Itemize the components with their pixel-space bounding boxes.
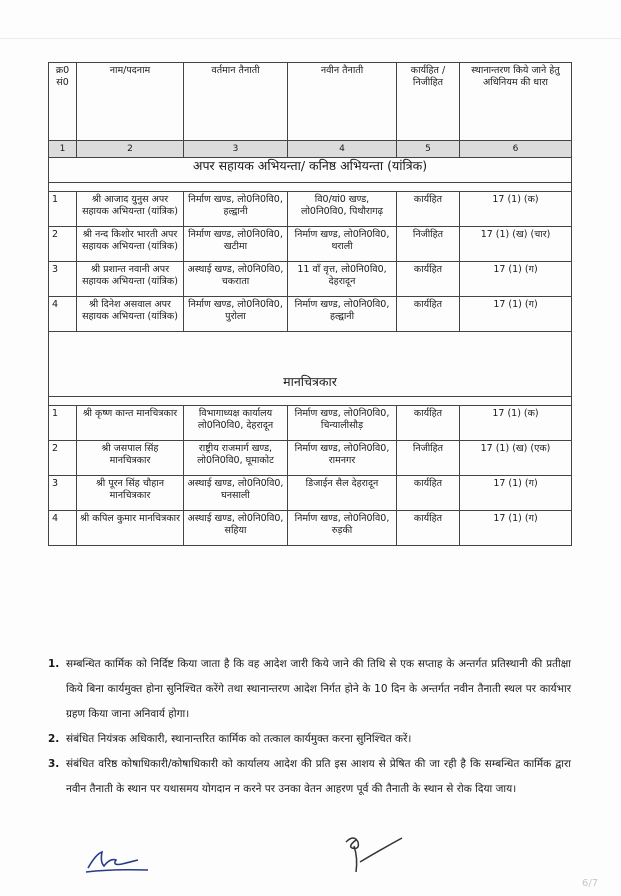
- instruction-text: संबंधित नियंत्रक अधिकारी, स्थानान्तरित कार्मिक को तत्काल कार्यमुक्त करना सुनिश्चित करें।: [66, 733, 412, 745]
- row-new: निर्माण खण्ड, लो0नि0वि0, रुड़की: [288, 511, 397, 546]
- instruction-number: 2.: [48, 733, 60, 745]
- row-status: निजीहित: [397, 227, 460, 262]
- table-row: [49, 227, 572, 262]
- row-new: निर्माण खण्ड, लो0नि0वि0, रामनगर: [288, 441, 397, 476]
- row-serial: 3: [49, 262, 77, 297]
- row-new: निर्माण खण्ड, लो0नि0वि0, चिन्यालीसौड़: [288, 406, 397, 441]
- row-section: 17 (1) (ख) (एक): [460, 441, 572, 476]
- spacer-row: [49, 183, 572, 192]
- instruction-text: संबंधित वरिष्ठ कोषाधिकारी/कोषाधिकारी को कार्यालय आदेश की प्रति इस आशय से प्रेषित की जा रही है कि सम्बन्धित कार्मिक द्वारा नवीन तैनाती के स्थान पर यथासमय योगदान न करने पर उनका वेतन आहरण पूर्व की तैनाती के स्थान से रोक दिया जाय।: [66, 758, 571, 795]
- instruction-text: सम्बन्धित कार्मिक को निर्दिष्ट किया जाता है कि वह आदेश जारी किये जाने की तिथि से एक सप्ताह के अन्तर्गत प्रतिस्थानी की प्रतीक्षा किये बिना कार्यमुक्त होना सुनिश्चित करेंगे तथा स्थानान्तरण आदेश निर्गत होने के 10 दिन के अन्तर्गत नवीन तैनाती स्थल पर कार्यभार ग्रहण किया जाना अनिवार्य होगा।: [66, 658, 571, 720]
- row-status: कार्यहित: [397, 476, 460, 511]
- row-name: श्री पूरन सिंह चौहान मानचित्रकार: [77, 476, 184, 511]
- column-number-row: [49, 141, 572, 158]
- col-number: 5: [397, 141, 460, 158]
- row-status: कार्यहित: [397, 511, 460, 546]
- row-current: निर्माण खण्ड, लो0नि0वि0, हल्द्वानी: [184, 192, 288, 227]
- section-heading-row: [49, 158, 572, 183]
- instruction-number: 3.: [48, 758, 60, 770]
- transfer-table: [48, 62, 572, 546]
- row-name: श्री प्रशान्त नवानी अपर सहायक अभियन्ता (यांत्रिक): [77, 262, 184, 297]
- section-title: अपर सहायक अभियन्ता/ कनिष्ठ अभियन्ता (यांत्रिक): [49, 158, 572, 183]
- col-number: 4: [288, 141, 397, 158]
- row-name: श्री नन्द किशोर भारती अपर सहायक अभियन्ता (यांत्रिक): [77, 227, 184, 262]
- row-serial: 3: [49, 476, 77, 511]
- section-title: मानचित्रकार: [49, 332, 572, 397]
- row-new: डिजाईन सैल देहरादून: [288, 476, 397, 511]
- table-row: [49, 476, 572, 511]
- instruction-item: [48, 727, 571, 752]
- row-section: 17 (1) (ग): [460, 262, 572, 297]
- handwritten-signature: [340, 832, 410, 878]
- col-number: 3: [184, 141, 288, 158]
- table-row: [49, 262, 572, 297]
- row-new: वि0/यां0 खण्ड, लो0नि0वि0, पिथौरागढ़: [288, 192, 397, 227]
- instructions-list: [48, 652, 571, 802]
- col-header-name: नाम/पदनाम: [77, 63, 184, 141]
- row-section: 17 (1) (ग): [460, 511, 572, 546]
- row-name: श्री जसपाल सिंह मानचित्रकार: [77, 441, 184, 476]
- col-header-new-posting: नवीन तैनाती: [288, 63, 397, 141]
- row-status: कार्यहित: [397, 406, 460, 441]
- row-new: 11 वाँ वृत्त, लो0नि0वि0, देहरादून: [288, 262, 397, 297]
- row-status: निजीहित: [397, 441, 460, 476]
- spacer-row: [49, 397, 572, 406]
- table-row: [49, 441, 572, 476]
- row-section: 17 (1) (ख) (चार): [460, 227, 572, 262]
- handwritten-initials-signature: [82, 848, 152, 876]
- table-row: [49, 511, 572, 546]
- row-name: श्री कपिल कुमार मानचित्रकार: [77, 511, 184, 546]
- col-header-status: कार्यहित / निजीहित: [397, 63, 460, 141]
- row-status: कार्यहित: [397, 297, 460, 332]
- row-status: कार्यहित: [397, 262, 460, 297]
- instruction-number: 1.: [48, 658, 60, 670]
- row-section: 17 (1) (क): [460, 192, 572, 227]
- row-current: राष्ट्रीय राजमार्ग खण्ड, लो0नि0वि0, घूमाकोट: [184, 441, 288, 476]
- col-header-current-posting: वर्तमान तैनाती: [184, 63, 288, 141]
- table-row: [49, 406, 572, 441]
- row-serial: 4: [49, 297, 77, 332]
- page-top-edge: [0, 38, 621, 39]
- row-current: अस्थाई खण्ड, लो0नि0वि0, सहिया: [184, 511, 288, 546]
- row-section: 17 (1) (ग): [460, 476, 572, 511]
- row-current: निर्माण खण्ड, लो0नि0वि0, खटीमा: [184, 227, 288, 262]
- row-name: श्री दिनेश असवाल अपर सहायक अभियन्ता (यांत्रिक): [77, 297, 184, 332]
- row-name: श्री आजाद युनुस अपर सहायक अभियन्ता (यांत्रिक): [77, 192, 184, 227]
- col-number: 1: [49, 141, 77, 158]
- instruction-item: [48, 652, 571, 727]
- row-name: श्री कृष्ण कान्त मानचित्रकार: [77, 406, 184, 441]
- row-new: निर्माण खण्ड, लो0नि0वि0, थराली: [288, 227, 397, 262]
- row-status: कार्यहित: [397, 192, 460, 227]
- instruction-item: [48, 752, 571, 802]
- table-header-row: [49, 63, 572, 141]
- section-heading-row: [49, 332, 572, 397]
- row-serial: 4: [49, 511, 77, 546]
- table-row: [49, 297, 572, 332]
- col-header-act-section: स्थानान्तरण किये जाने हेतु अधिनियम की धारा: [460, 63, 572, 141]
- row-serial: 2: [49, 227, 77, 262]
- row-serial: 1: [49, 192, 77, 227]
- row-section: 17 (1) (क): [460, 406, 572, 441]
- row-current: अस्थाई खण्ड, लो0नि0वि0, चकराता: [184, 262, 288, 297]
- row-current: निर्माण खण्ड, लो0नि0वि0, पुरोला: [184, 297, 288, 332]
- page-mark: 6/7: [582, 878, 599, 889]
- row-section: 17 (1) (ग): [460, 297, 572, 332]
- col-number: 2: [77, 141, 184, 158]
- row-serial: 2: [49, 441, 77, 476]
- row-serial: 1: [49, 406, 77, 441]
- row-new: निर्माण खण्ड, लो0नि0वि0, हल्द्वानी: [288, 297, 397, 332]
- col-header-serial: क्र0 सं0: [49, 63, 77, 141]
- col-number: 6: [460, 141, 572, 158]
- table-row: [49, 192, 572, 227]
- row-current: विभागाध्यक्ष कार्यालय लो0नि0वि0, देहरादून: [184, 406, 288, 441]
- row-current: अस्थाई खण्ड, लो0नि0वि0, घनसाली: [184, 476, 288, 511]
